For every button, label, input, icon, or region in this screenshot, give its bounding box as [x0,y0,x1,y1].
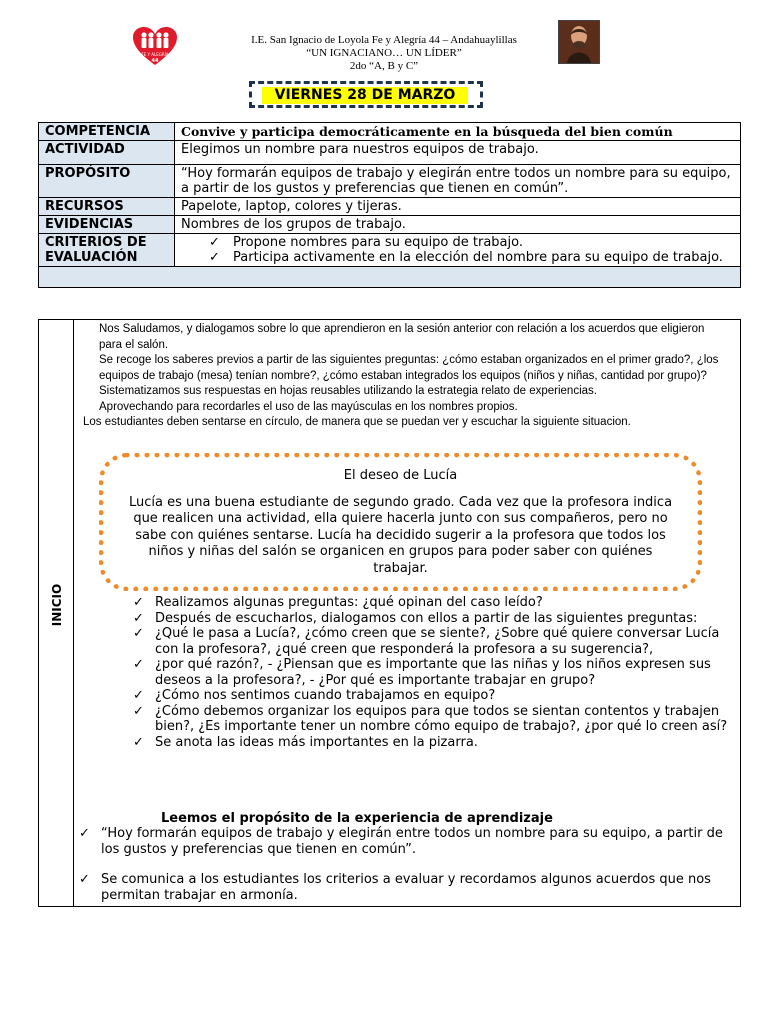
purpose-heading: Leemos el propósito de la experiencia de aprendizaje [161,811,553,826]
evidencias-label: EVIDENCIAS [39,216,175,234]
session-info-table [38,122,741,288]
intro-paragraph: Nos Saludamos, y dialogamos sobre lo que aprendieron en la sesión anterior con relación a los acuerdos que eligieron para el salón. [99,323,705,351]
competencia-label: COMPETENCIA [39,123,175,141]
list-item: ✓ Se anota las ideas más importantes en la pizarra. [133,735,733,751]
inicio-label: INICIO [50,583,64,627]
list-item: ✓ Participa activamente en la elección del nombre para su equipo de trabajo. [209,250,734,265]
svg-text:FE Y ALEGRÍA: FE Y ALEGRÍA [141,52,169,57]
school-heading [0,34,768,73]
table-row [39,123,741,141]
list-item: ✓ ¿Cómo nos sentimos cuando trabajamos en equipo? [133,688,733,704]
inicio-section [38,319,741,907]
list-item: ✓ ¿Cómo debemos organizar los equipos para que todos se sientan contentos y trabajen bien?, ¿Es importante tener un nombre cómo equipo de trabajo?, ¿por qué lo creen así? [133,704,733,735]
spacer-row [39,267,741,288]
table-row [39,141,741,165]
table-row [39,165,741,198]
questions-list [133,595,733,750]
intro-paragraph: Sistematizamos sus respuestas en hojas reusables utilizando la estrategia relato de experiencias. [99,385,597,397]
portrait-icon [559,21,599,63]
list-item: ✓ ¿por qué razón?, - ¿Piensan que es importante que las niñas y los niños expresen sus deseos a la profesora?, - ¿Por qué es importante trabajar en grupo? [133,657,733,688]
list-item: ✓ Se comunica a los estudiantes los criterios a evaluar y recordamos algunos acuerdos que nos permitan trabajar en armonía. [79,872,729,903]
document-header [0,20,768,80]
date-frame [249,81,483,108]
list-item: ✓ ¿Qué le pasa a Lucía?, ¿cómo creen que se siente?, ¿Sobre qué quiere conversar Lucía con la profesora?, ¿qué creen que responderá la profesora a su sugerencia?, [133,626,733,657]
recursos-value: Papelote, laptop, colores y tijeras. [175,198,741,216]
proposito-value: “Hoy formarán equipos de trabajo y elegirán entre todos un nombre para su equipo, a partir de los gustos y preferencias que tienen en común”. [175,165,741,198]
school-name: I.E. San Ignacio de Loyola Fe y Alegría 44 – Andahuaylillas [251,34,517,46]
table-row [39,234,741,267]
inicio-side-column [39,320,74,906]
saint-ignatius-portrait [558,20,600,64]
actividad-label: ACTIVIDAD [39,141,175,165]
criterios-cell [175,234,741,267]
competencia-value: Convive y participa democráticamente en la búsqueda del bien común [175,123,741,141]
intro-paragraph: Aprovechando para recordarles el uso de las mayúsculas en los nombres propios. [99,400,518,413]
story-box [99,453,702,591]
list-item: ✓ Propone nombres para su equipo de trabajo. [209,235,734,250]
proposito-label: PROPÓSITO [39,165,175,198]
session-date: VIERNES 28 DE MARZO [262,87,468,104]
criterios-label: CRITERIOS DE EVALUACIÓN [39,234,175,267]
intro-paragraph: Los estudiantes deben sentarse en círculo, de manera que se puedan ver y escuchar la siguiente situacion. [83,416,631,428]
list-item: ✓ “Hoy formarán equipos de trabajo y elegirán entre todos un nombre para su equipo, a partir de los gustos y preferencias que tienen en común”. [79,826,729,857]
list-item: ✓ Después de escucharlos, dialogamos con ellos a partir de las siguientes preguntas: [133,611,733,627]
evidencias-value: Nombres de los grupos de trabajo. [175,216,741,234]
inicio-intro [83,322,725,431]
table-row [39,216,741,234]
table-row [39,198,741,216]
table-row [39,267,741,288]
grade-sections: 2do “A, B y C” [349,60,419,72]
closing-list [79,826,729,903]
list-item: ✓ Realizamos algunas preguntas: ¿qué opinan del caso leído? [133,595,733,611]
school-motto: “UN IGNACIANO… UN LÍDER” [306,47,462,59]
recursos-label: RECURSOS [39,198,175,216]
story-text: Lucía es una buena estudiante de segundo grado. Cada vez que la profesora indica que realicen una actividad, ella quiere hacerla junto con sus compañeros, pero no sabe con quiénes sentarse. Lucía ha decidido sugerir a la profesora que todos los niños y niñas del salón se organicen en grupos para poder saber con quiénes trabajar. [128,494,673,576]
svg-text:44: 44 [151,58,159,64]
criterios-list [181,235,734,265]
intro-paragraph: Se recoge los saberes previos a partir de las siguientes preguntas: ¿cómo estaban organizados en el primer grado?, ¿los equipos de trabajo (mesa) tenían nombre?, ¿cómo estaban integrados los equipos (niños y niñas, cantidad por grupo)? [99,354,719,382]
story-title: El deseo de Lucía [343,468,458,483]
actividad-value: Elegimos un nombre para nuestros equipos de trabajo. [175,141,741,165]
